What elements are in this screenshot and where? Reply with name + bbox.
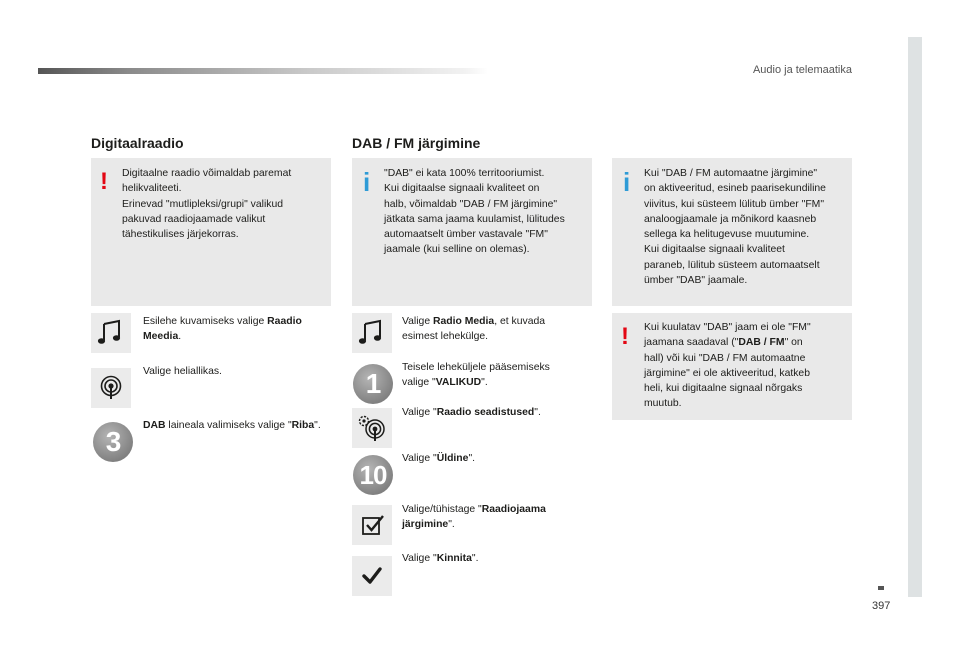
step-number-badge: 1 [353,364,393,404]
music-note-icon [352,313,392,353]
left-step-1-text: Esilehe kuvamiseks valige Raadio Meedia. [143,316,302,343]
right-step-6-text: Valige "Kinnita". [402,553,479,564]
radio-settings-icon [352,408,392,448]
info-i-icon: i [363,167,371,197]
right-step-4-text: Valige "Üldine". [402,453,476,464]
left-step-3-text: DAB laineala valimiseks valige "Riba". [143,420,321,431]
warning-note-box-2 [612,313,852,420]
info-i-icon: i [623,167,631,197]
warning-note-box [91,158,331,306]
section-title-dab-fm: DAB / FM järgimine [352,135,481,151]
warning-note-text: Digitaalne raadio võimaldab paremat helikvaliteeti. Erinevad "mutlipleksi/grupi" valikud pakuvad raadiojaamade valikut tähestikulises järjekorras. [122,168,292,241]
check-mark-icon [352,556,392,596]
right-step-3-text: Valige "Raadio seadistused". [402,407,541,418]
header-title: Audio ja telemaatika [752,64,852,76]
radio-antenna-icon [91,368,131,408]
side-tab-strip [908,37,922,597]
step-number-badge: 10 [353,455,393,495]
page-marker [878,586,884,590]
warning-note-2-text: Kui kuulatav "DAB" jaam ei ole "FM" jaamana saadaval ("DAB / FM" on hall) või kui "DAB / FM automaatne järgimine" ei ole aktiveeritud, katkeb heli, kui digitaalne signaal nõrgaks muutub. [644,322,811,410]
exclamation-mark-icon: ! [100,168,108,195]
checkbox-checked-icon [352,505,392,545]
right-step-1-text: Valige Radio Media, et kuvada esimest lehekülge. [402,316,546,343]
info-note-box-1 [352,158,592,306]
right-step-5-text: Valige/tühistage "Raadiojaama järgimine". [402,504,546,531]
page-number: 397 [872,600,891,612]
music-note-icon [91,313,131,353]
exclamation-mark-icon: ! [621,323,629,350]
step-number-badge: 3 [93,422,133,462]
left-step-2-text: Valige heliallikas. [143,366,222,377]
info-note-1-text: "DAB" ei kata 100% territooriumist. Kui digitaalse signaali kvaliteet on halb, võimaldab "DAB / FM järgimine" jätkata sama jaama kuulamist, lülitudes automaatselt ümber vastavale "FM" jaamale (kui selline on olemas). [384,168,565,256]
header-gradient-bar [38,68,488,74]
info-note-box-2 [612,158,852,306]
right-step-2-text: Teisele leheküljele pääsemiseks valige "VALIKUD". [402,362,550,389]
section-title-digital-radio: Digitaalraadio [91,135,184,151]
info-note-2-text: Kui "DAB / FM automaatne järgimine" on aktiveeritud, esineb paarisekundiline viivitus, kui süsteem lülitub ümber "FM" analoogjaamale ja mõnikord kaasneb sellega ka helitugevuse muutumine. Kui digitaalse signaali kvaliteet paraneb, lülitub süsteem automaatselt ümber "DAB" jaamale. [644,168,826,287]
